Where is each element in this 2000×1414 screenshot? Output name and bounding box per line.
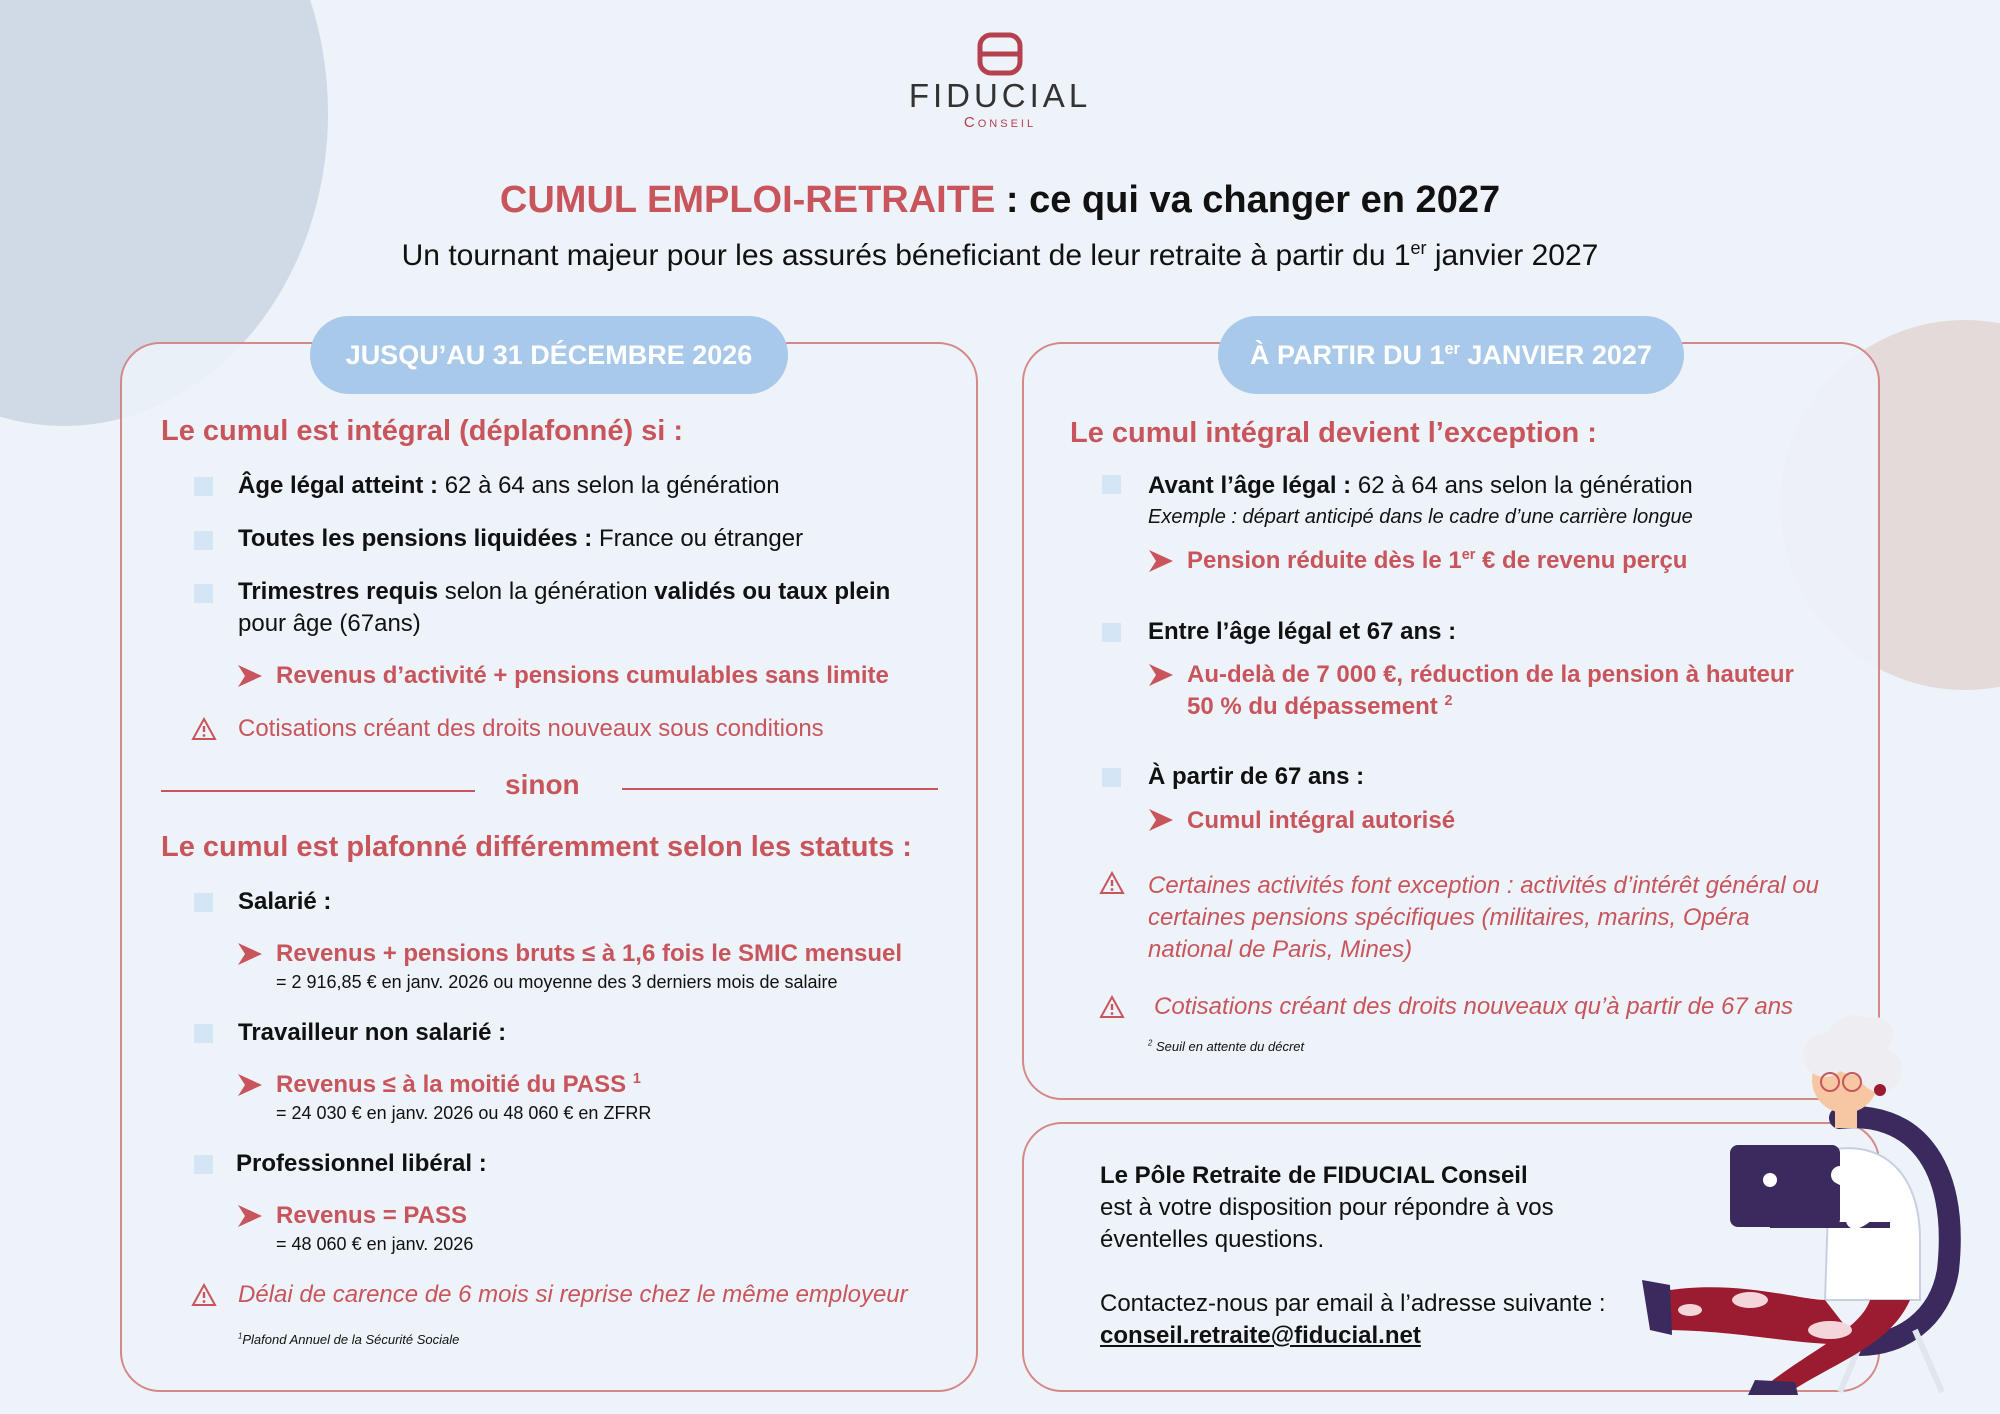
contact-text (1100, 1160, 1660, 1352)
contact-email-link[interactable]: conseil.retraite@fiducial.net (1100, 1322, 1421, 1349)
pill-from-2027 (1218, 316, 1684, 394)
arrow-right-icon (1147, 548, 1175, 574)
left-heading-integral: Le cumul est intégral (déplafonné) si : (161, 415, 684, 447)
left-item-trimestres: Trimestres requis selon la génération validés ou taux plein pour âge (67ans) (238, 578, 891, 637)
liberal-note: = 48 060 € en janv. 2026 (276, 1234, 474, 1254)
pill-text-end: JANVIER 2027 (1459, 340, 1652, 370)
left-warning-carence: Délai de carence de 6 mois si reprise chez le même employeur (238, 1281, 908, 1308)
left-heading-plafonne: Le cumul est plafonné différemment selon les statuts : (161, 831, 912, 863)
subtitle-text-end: janvier 2027 (1426, 239, 1599, 272)
warning-triangle-icon (1099, 871, 1125, 895)
square-bullet-icon (194, 531, 213, 550)
right-arrow-cumul-integral: Cumul intégral autorisé (1187, 807, 1456, 834)
left-footnote: $^1$Plafond Annuel de la Sécurité Sociale (238, 1331, 460, 1347)
right-warning-cotisations: Cotisations créant des droits nouveaux qu’à partir de 67 ans (1154, 993, 1794, 1020)
contact-line: Contactez-nous par email à l’adresse suivante : (1100, 1290, 1606, 1317)
fiducial-logo-icon (977, 32, 1023, 76)
right-item-67: À partir de 67 ans : (1148, 763, 1365, 790)
divider-label: sinon (505, 769, 580, 800)
page-title-accent: CUMUL EMPLOI-RETRAITE (499, 179, 996, 221)
right-warning-exceptions: Certaines activités font exception : activités d’intérêt général ou certaines pensions spécifiques (militaires, marins, Opéra national de Paris, Mines) (1148, 872, 1820, 963)
warning-triangle-icon (191, 717, 217, 741)
left-warning-cotisations: Cotisations créant des droits nouveaux sous conditions (238, 715, 824, 742)
square-bullet-icon (1102, 623, 1121, 642)
square-bullet-icon (194, 477, 213, 496)
logo-name: FIDUCIAL (908, 77, 1092, 114)
warning-triangle-icon (1099, 995, 1125, 1019)
page-title (0, 176, 2000, 224)
page-subtitle (0, 236, 2000, 276)
square-bullet-icon (194, 1155, 213, 1174)
statut-liberal: Professionnel libéral : (236, 1150, 487, 1177)
right-arrow-reduction: Au-delà de 7 000 €, réduction de la pension à hauteur 50 % du dépassement $^2$ (1187, 661, 1794, 720)
contact-line: éventelles questions. (1100, 1226, 1325, 1253)
right-arrow-pension-reduite: Pension réduite dès le 1er € de revenu perçu (1187, 547, 1688, 574)
pill-until-2026: JUSQU’AU 31 DÉCEMBRE 2026 (310, 316, 788, 394)
subtitle-sup: er (1410, 238, 1427, 258)
warning-triangle-icon (191, 1283, 217, 1307)
arrow-right-icon (236, 663, 264, 689)
left-item-age: Âge légal atteint : 62 à 64 ans selon la génération (238, 472, 780, 499)
square-bullet-icon (194, 1024, 213, 1043)
salarie-plafond: Revenus + pensions bruts ≤ à 1,6 fois le SMIC mensuel (276, 940, 903, 967)
pill-sup: er (1444, 340, 1460, 358)
square-bullet-icon (194, 893, 213, 912)
left-arrow-unlimited: Revenus d’activité + pensions cumulables sans limite (276, 662, 889, 689)
subtitle-text: Un tournant majeur pour les assurés béneficiant de leur retraite à partir du 1 (401, 239, 1411, 272)
right-heading: Le cumul intégral devient l’exception : (1070, 417, 1597, 449)
tns-note: = 24 030 € en janv. 2026 ou 48 060 € en ZFRR (276, 1103, 652, 1123)
contact-title: Le Pôle Retraite de FIDUCIAL Conseil (1100, 1162, 1528, 1189)
woman-with-laptop-illustration (1630, 1000, 1970, 1395)
divider-line-left (161, 790, 475, 792)
tns-plafond: Revenus ≤ à la moitié du PASS $^1$ (276, 1071, 641, 1098)
divider-line-right (622, 788, 938, 790)
square-bullet-icon (1102, 768, 1121, 787)
statut-tns: Travailleur non salarié : (238, 1019, 507, 1046)
pill-text: À PARTIR DU 1 (1250, 340, 1445, 370)
arrow-right-icon (1147, 807, 1175, 833)
arrow-right-icon (236, 941, 264, 967)
arrow-right-icon (236, 1203, 264, 1229)
liberal-plafond: Revenus = PASS (276, 1202, 467, 1229)
arrow-right-icon (1147, 662, 1175, 688)
right-footnote: $^2$ Seuil en attente du décret (1148, 1038, 1305, 1054)
page-title-rest: : ce qui va changer en 2027 (995, 179, 1501, 221)
square-bullet-icon (194, 584, 213, 603)
right-item-entre-age: Entre l’âge légal et 67 ans : (1148, 618, 1457, 645)
fiducial-logo (900, 32, 1100, 132)
arrow-right-icon (236, 1072, 264, 1098)
right-item-avant-age: Avant l’âge légal : 62 à 64 ans selon la génération (1148, 472, 1693, 499)
left-item-pensions: Toutes les pensions liquidées : France ou étranger (238, 525, 804, 552)
salarie-note: = 2 916,85 € en janv. 2026 ou moyenne des 3 derniers mois de salaire (276, 972, 838, 992)
square-bullet-icon (1102, 475, 1121, 494)
right-item-example: Exemple : départ anticipé dans le cadre d’une carrière longue (1148, 506, 1693, 528)
logo-subtitle: Conseil (963, 114, 1037, 131)
statut-salarie: Salarié : (238, 888, 332, 915)
contact-line: est à votre disposition pour répondre à vos (1100, 1194, 1554, 1221)
